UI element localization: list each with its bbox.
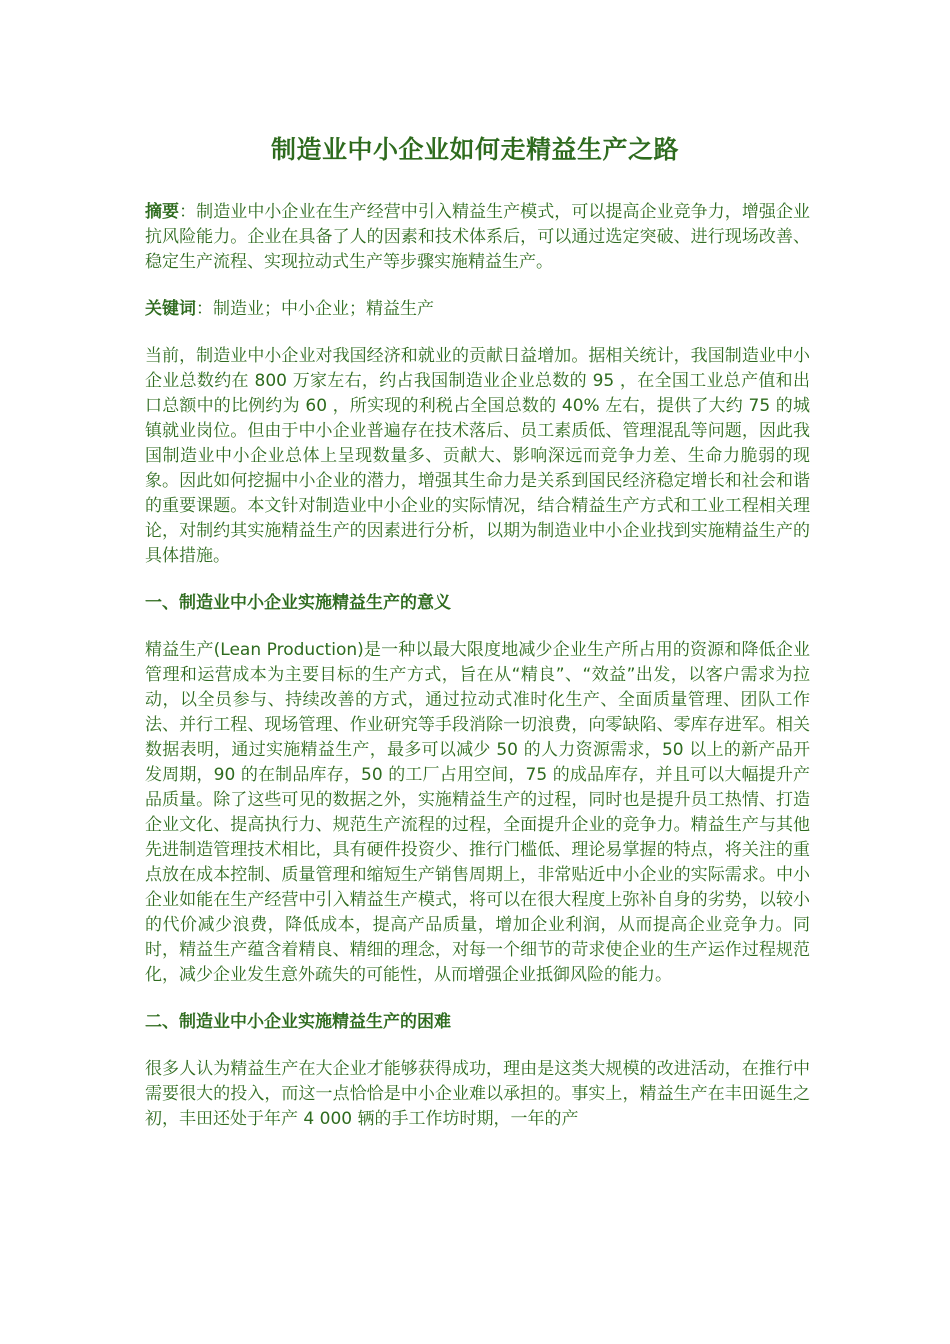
abstract-label: 摘要 <box>145 202 180 222</box>
section-heading-1: 一、制造业中小企业实施精益生产的意义 <box>145 593 451 613</box>
keywords-label: 关键词 <box>145 299 196 319</box>
section-2-paragraph: 很多人认为精益生产在大企业才能够获得成功，理由是这类大规模的改进活动，在推行中需要很大的投入，而这一点恰恰是中小企业难以承担的。事实上，精益生产在丰田诞生之初，丰田还处于年产 4 000 辆的手工作坊时期，一年的产 <box>145 1059 810 1129</box>
keywords-paragraph <box>145 297 810 322</box>
keywords-text: ：制造业；中小企业；精益生产 <box>196 299 434 319</box>
intro-paragraph: 当前，制造业中小企业对我国经济和就业的贡献日益增加。据相关统计，我国制造业中小企业总数约在 800 万家左右，约占我国制造业企业总数的 95 ，在全国工业总产值和出口总额中的比例约为 60 ，所实现的利税占全国总数的 40% 左右，提供了大约 75 的城镇就业岗位。但由于中小企业普遍存在技术落后、员工素质低、管理混乱等问题，因此我国制造业中小企业总体上呈现数量多、贡献大、影响深远而竞争力差、生命力脆弱的现象。因此如何挖掘中小企业的潜力，增强其生命力是关系到国民经济稳定增长和社会和谐的重要课题。本文针对制造业中小企业的实际情况，结合精益生产方式和工业工程相关理论，对制约其实施精益生产的因素进行分析，以期为制造业中小企业找到实施精益生产的具体措施。 <box>145 346 810 566</box>
abstract-text: ：制造业中小企业在生产经营中引入精益生产模式，可以提高企业竞争力，增强企业抗风险能力。企业在具备了人的因素和技术体系后，可以通过选定突破、进行现场改善、稳定生产流程、实现拉动式生产等步骤实施精益生产。 <box>145 202 811 272</box>
abstract-paragraph <box>145 200 810 275</box>
document-body <box>145 200 810 1154</box>
section-heading-2: 二、制造业中小企业实施精益生产的困难 <box>145 1012 451 1032</box>
document-title: 制造业中小企业如何走精益生产之路 <box>270 135 679 164</box>
section-1-paragraph: 精益生产(Lean Production)是一种以最大限度地减少企业生产所占用的资源和降低企业管理和运营成本为主要目标的生产方式，旨在从“精良”、“效益”出发，以客户需求为拉动，以全员参与、持续改善的方式，通过拉动式准时化生产、全面质量管理、团队工作法、并行工程、现场管理、作业研究等手段消除一切浪费，向零缺陷、零库存进军。相关数据表明，通过实施精益生产，最多可以减少 50 的人力资源需求，50 以上的新产品开发周期，90 的在制品库存，50 的工厂占用空间，75 的成品库存，并且可以大幅提升产品质量。除了这些可见的数据之外，实施精益生产的过程，同时也是提升员工热情、打造企业文化、提高执行力、规范生产流程的过程，全面提升企业的竞争力。精益生产与其他先进制造管理技术相比，具有硬件投资少、推行门槛低、理论易掌握的特点，将关注的重点放在成本控制、质量管理和缩短生产销售周期上，非常贴近中小企业的实际需求。中小企业如能在生产经营中引入精益生产模式，将可以在很大程度上弥补自身的劣势，以较小的代价减少浪费，降低成本，提高产品质量，增加企业利润，从而提高企业竞争力。同时，精益生产蕴含着精良、精细的理念，对每一个细节的苛求使企业的生产运作过程规范化，减少企业发生意外疏失的可能性，从而增强企业抵御风险的能力。 <box>145 640 810 985</box>
